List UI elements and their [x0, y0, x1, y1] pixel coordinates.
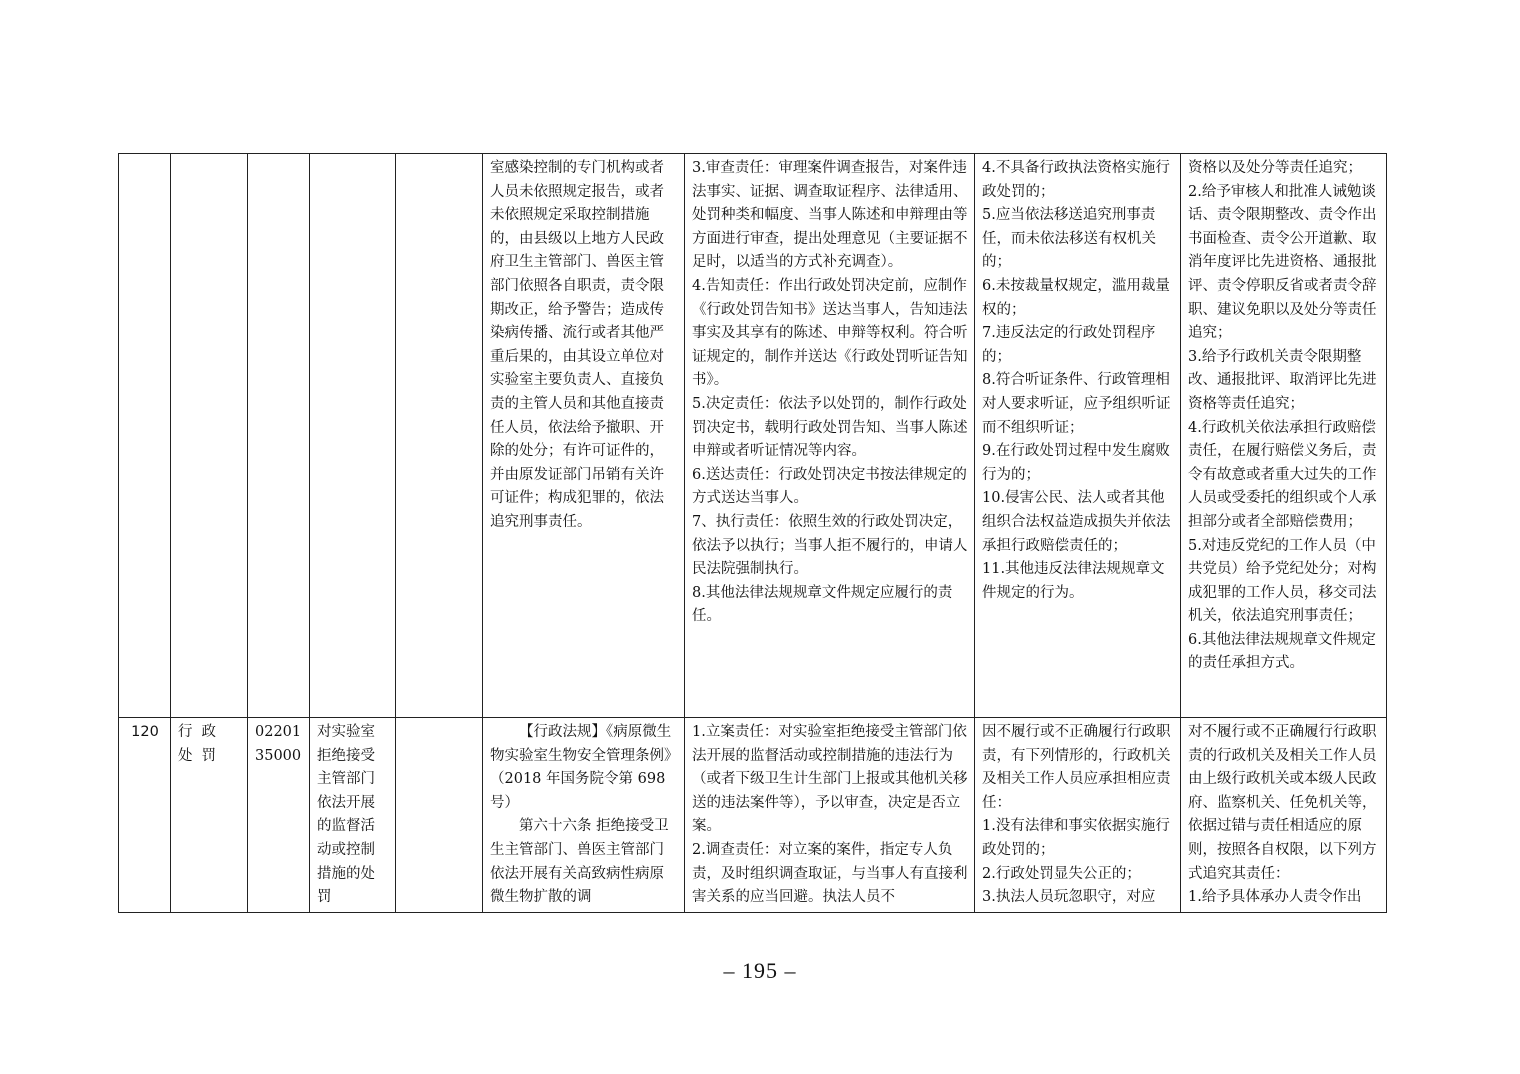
cell-type — [171, 718, 248, 913]
cell-responsibility — [685, 154, 975, 718]
table-row — [119, 154, 1387, 718]
cell-methods — [1181, 154, 1387, 718]
penalty-type: 行政处罚 — [178, 724, 225, 764]
cell-sub-item — [396, 154, 483, 718]
cell-sub-item — [396, 718, 483, 913]
cell-methods — [1181, 718, 1387, 913]
cell-no — [119, 154, 171, 718]
item-name: 对实验室拒绝接受主管部门依法开展的监督活动或控制措施的处罚 — [317, 724, 375, 906]
cell-code — [248, 718, 310, 913]
page-number: – 195 – — [723, 958, 797, 983]
cell-accountability — [975, 154, 1181, 718]
responsibility-text: 1.立案责任：对实验室拒绝接受主管部门依法开展的监督活动或控制措施的违法行为（或者下级卫生计生部门上报或其他机关移送的违法案件等），予以审查，决定是否立案。 2.调查责任：对立案的案件，指定专人负责，及时组织调查取证，与当事人有直接利害关系的应当回避。执法人员不 — [692, 724, 968, 906]
item-code: 0220135000 — [255, 724, 302, 764]
basis-text: 室感染控制的专门机构或者人员未依照规定报告，或者未依照规定采取控制措施的，由县级以上地方人民政府卫生主管部门、兽医主管部门依照各自职责，责令限期改正，给予警告；造成传染病传播、流行或者其他严重后果的，由其设立单位对实验室主要负责人、直接负责的主管人员和其他直接责任人员，依法给予撤职、开除的处分；有许可证件的，并由原发证部门吊销有关许可证件；构成犯罪的，依法追究刑事责任。 — [490, 160, 664, 530]
cell-basis — [483, 718, 685, 913]
cell-accountability — [975, 718, 1181, 913]
responsibility-text: 3.审查责任：审理案件调查报告，对案件违法事实、证据、调查取证程序、法律适用、处罚种类和幅度、当事人陈述和申辩理由等方面进行审查，提出处理意见（主要证据不足时，以适当的方式补充调查）。 4.告知责任：作出行政处罚决定前，应制作《行政处罚告知书》送达当事人，告知违法事实及其享有的陈述、申辩等权利。符合听证规定的，制作并送达《行政处罚听证告知书》。 5.决定责任：依法予以处罚的，制作行政处罚决定书，载明行政处罚告知、当事人陈述申辩或者听证情况等内容。 6.送达责任：行政处罚决定书按法律规定的方式送达当事人。 7、执行责任：依照生效的行政处罚决定，依法予以执行；当事人拒不履行的，申请人民法院强制执行。 8.其他法律法规规章文件规定应履行的责任。 — [692, 160, 968, 625]
methods-text: 对不履行或不正确履行行政职责的行政机关及相关工作人员由上级行政机关或本级人民政府、监察机关、任免机关等，依据过错与责任相适应的原则，按照各自权限，以下列方式追究其责任： 1.给予具体承办人责令作出 — [1188, 724, 1377, 906]
row-number: 120 — [131, 724, 159, 740]
table-row — [119, 718, 1387, 913]
cell-item-name — [310, 718, 396, 913]
cell-responsibility — [685, 718, 975, 913]
accountability-text: 4.不具备行政执法资格实施行政处罚的； 5.应当依法移送追究刑事责任，而未依法移送有权机关的； 6.未按裁量权规定，滥用裁量权的； 7.违反法定的行政处罚程序的； 8.符合听证条件、行政管理相对人要求听证，应予组织听证而不组织听证； 9.在行政处罚过程中发生腐败行为的； 10.侵害公民、法人或者其他组织合法权益造成损失并依法承担行政赔偿责任的； 11.其他违反法律法规规章文件规定的行为。 — [982, 160, 1171, 601]
methods-text: 资格以及处分等责任追究； 2.给予审核人和批准人诫勉谈话、责令限期整改、责令作出书面检查、责令公开道歉、取消年度评比先进资格、通报批评、责令停职反省或者责令辞职、建议免职以及处分等责任追究； 3.给予行政机关责令限期整改、通报批评、取消评比先进资格等责任追究； 4.行政机关依法承担行政赔偿责任，在履行赔偿义务后，责令有故意或者重大过失的工作人员或受委托的组织或个人承担部分或者全部赔偿费用； 5.对违反党纪的工作人员（中共党员）给予党纪处分；对构成犯罪的工作人员，移交司法机关，依法追究刑事责任； 6.其他法律法规规章文件规定的责任承担方式。 — [1188, 160, 1377, 672]
basis-title: 【行政法规】《病原微生物实验室生物安全管理条例》（2018 年国务院令第 698 号） — [490, 724, 672, 811]
cell-item-name — [310, 154, 396, 718]
accountability-text: 因不履行或不正确履行行政职责，有下列情形的，行政机关及相关工作人员应承担相应责任： 1.没有法律和事实依据实施行政处罚的； 2.行政处罚显失公正的； 3.执法人员玩忽职守，对应 — [982, 724, 1171, 906]
responsibility-table — [118, 153, 1387, 913]
cell-no — [119, 718, 171, 913]
cell-type — [171, 154, 248, 718]
cell-basis — [483, 154, 685, 718]
basis-article: 第六十六条 拒绝接受卫生主管部门、兽医主管部门依法开展有关高致病性病原微生物扩散的调 — [490, 818, 669, 906]
cell-code — [248, 154, 310, 718]
